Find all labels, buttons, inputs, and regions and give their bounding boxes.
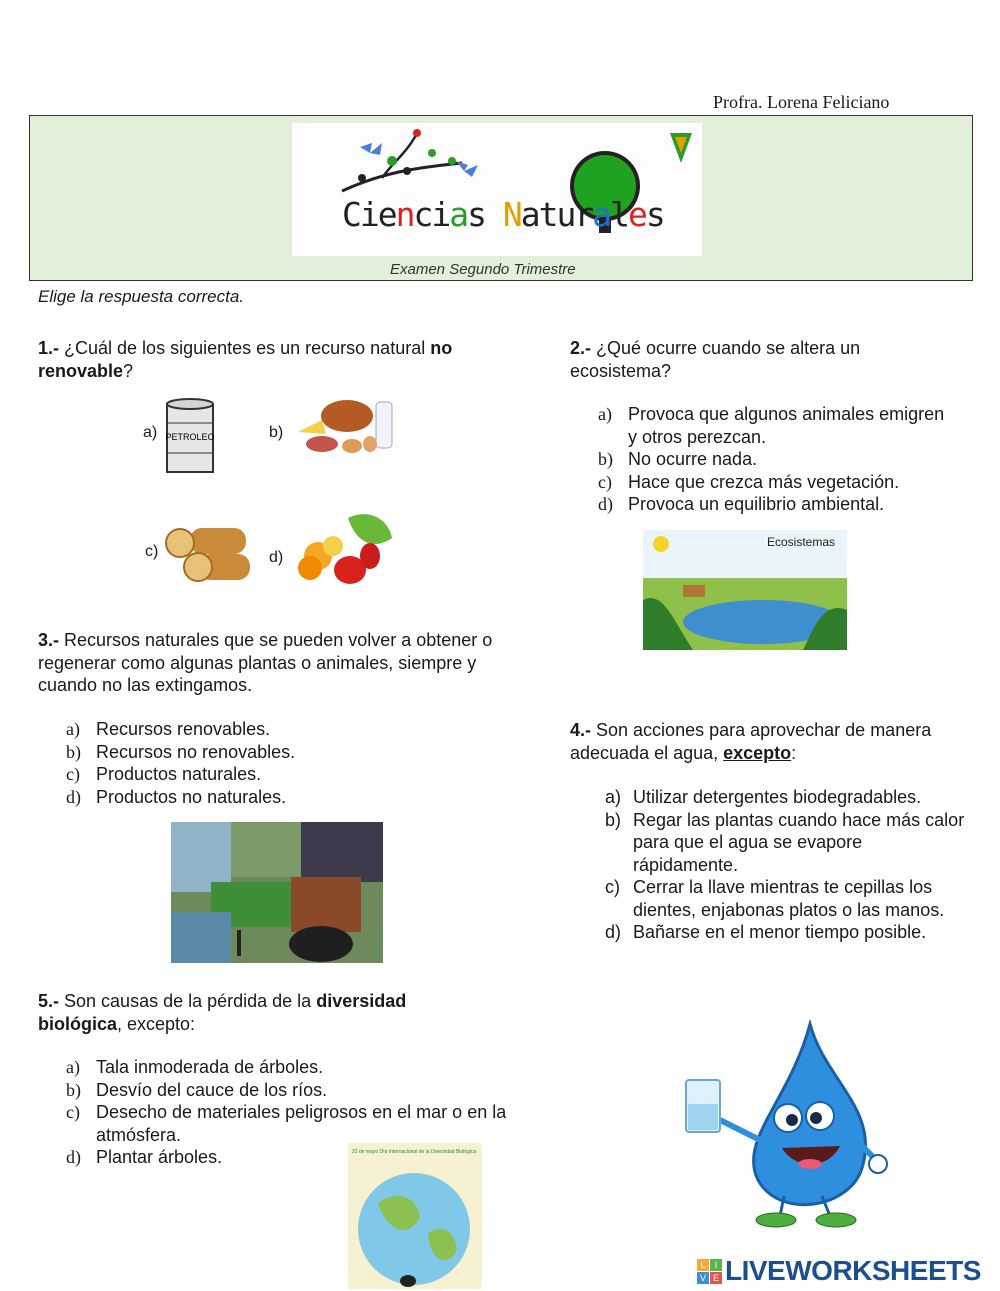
- option-label: c): [598, 471, 612, 492]
- barrel-label: PETROLEO: [165, 432, 215, 442]
- oil-barrel-image: [163, 398, 217, 478]
- q5-text-bold: diversidad biológica: [38, 991, 407, 1034]
- option-text: Plantar árboles.: [96, 1147, 223, 1167]
- q5-option-a[interactable]: [66, 1056, 528, 1079]
- option-text: Desvío del cauce de los ríos.: [96, 1079, 328, 1100]
- q2-option-a[interactable]: [598, 403, 948, 448]
- option-text: Desecho de materiales peligrosos en el mar o en la atmósfera.: [96, 1102, 507, 1145]
- q1-text: ¿Cuál de los siguientes es un recurso natural: [59, 338, 431, 358]
- branch-birds-illustration: [292, 123, 702, 256]
- option-text: Provoca un equilibrio ambiental.: [628, 494, 885, 514]
- option-text: Recursos renovables.: [96, 719, 271, 739]
- q1-option-b-label[interactable]: b): [269, 424, 284, 441]
- q3-text: Recursos naturales que se pueden volver a obtener o regenerar como algunas plantas o animales, siempre y cuando no las extingamos.: [38, 630, 493, 695]
- ecosystem-caption: Ecosistemas: [767, 535, 836, 549]
- question-2: [570, 337, 960, 382]
- q2-options: [598, 403, 948, 516]
- q2-number: 2.-: [570, 338, 592, 358]
- option-text: Recursos no renovables.: [96, 741, 296, 762]
- q4-text-bold: excepto: [723, 742, 792, 763]
- option-text: No ocurre nada.: [628, 449, 758, 469]
- option-text: Tala inmoderada de árboles.: [96, 1057, 324, 1077]
- option-label: a): [605, 787, 622, 807]
- option-label: b): [598, 449, 613, 469]
- biodiversity-caption: 22 de mayo Día Internacional de la Diversidad Biológica: [352, 1149, 477, 1155]
- option-label: d): [605, 922, 622, 942]
- teacher-name: Profra. Lorena Feliciano: [713, 92, 890, 112]
- question-1: [38, 337, 508, 382]
- option-label: d): [66, 786, 81, 807]
- option-text: Regar las plantas cuando hace más calor para que el agua se evapore rápidamente.: [633, 809, 965, 875]
- option-text: Productos no naturales.: [96, 786, 287, 807]
- q5-text: Son causas de la pérdida de la: [59, 991, 317, 1011]
- brand-text: LIVEWORKSHEETS: [725, 1255, 981, 1286]
- q4-option-b[interactable]: [605, 809, 970, 877]
- logo-title: Ciencias Naturales: [342, 195, 664, 234]
- q4-options: [605, 786, 970, 944]
- option-label: b): [66, 741, 81, 762]
- q4-option-a[interactable]: [605, 786, 970, 809]
- option-label: a): [598, 404, 612, 424]
- fruits-vegetables-image: [288, 508, 396, 588]
- question-3: [38, 629, 528, 697]
- q5-number: 5.-: [38, 991, 60, 1011]
- biodiversity-globe-image: [348, 1143, 482, 1289]
- q3-option-c[interactable]: [66, 763, 466, 786]
- q3-option-b[interactable]: [66, 741, 466, 764]
- animal-food-image: [292, 394, 397, 460]
- option-text: Cerrar la llave mientras te cepillas los dientes, enjabonas platos o las manos.: [633, 877, 945, 920]
- option-text: Utilizar detergentes biodegradables.: [633, 787, 922, 807]
- q2-option-b[interactable]: [598, 448, 948, 471]
- wood-logs-image: [160, 525, 252, 583]
- instruction-text: Elige la respuesta correcta.: [38, 287, 244, 306]
- q1-option-d-label[interactable]: d): [269, 549, 284, 566]
- option-label: c): [66, 764, 80, 784]
- q4-option-c[interactable]: [605, 876, 970, 921]
- question-4: [570, 719, 970, 764]
- option-label: a): [66, 719, 80, 739]
- ecosystem-image: [643, 530, 847, 650]
- q1-text-end: ?: [123, 360, 134, 381]
- q3-options: [66, 718, 466, 808]
- q2-option-c[interactable]: [598, 471, 948, 494]
- option-label: b): [605, 809, 622, 830]
- q4-text: Son acciones para aprovechar de manera adecuada el agua,: [570, 720, 932, 763]
- q4-option-d[interactable]: [605, 921, 970, 944]
- q5-option-b[interactable]: [66, 1079, 528, 1102]
- q3-option-d[interactable]: [66, 786, 466, 809]
- q2-text: ¿Qué ocurre cuando se altera un ecosistema?: [570, 338, 861, 381]
- question-5: [38, 990, 488, 1035]
- q4-text-end: :: [791, 742, 797, 763]
- option-label: c): [605, 877, 620, 897]
- brand-mark-icon: L I V E: [697, 1259, 722, 1284]
- liveworksheets-logo[interactable]: [697, 1256, 981, 1286]
- q1-option-c-label[interactable]: c): [145, 543, 159, 560]
- exam-subtitle: Examen Segundo Trimestre: [390, 261, 576, 278]
- option-text: Bañarse en el menor tiempo posible.: [633, 922, 927, 942]
- natural-resources-collage: [171, 822, 383, 963]
- option-label: a): [66, 1057, 80, 1077]
- water-drop-mascot: [680, 1020, 890, 1230]
- q1-option-a-label[interactable]: a): [143, 424, 158, 441]
- q1-number: 1.-: [38, 338, 60, 358]
- option-label: d): [66, 1147, 81, 1167]
- q2-option-d[interactable]: [598, 493, 948, 516]
- option-text: Productos naturales.: [96, 764, 262, 784]
- option-text: Hace que crezca más vegetación.: [628, 471, 900, 492]
- q5-text-end: , excepto:: [117, 1013, 196, 1034]
- option-text: Provoca que algunos animales emigren y otros perezcan.: [628, 404, 945, 447]
- q1-text-bold: no renovable: [38, 338, 453, 381]
- q3-option-a[interactable]: [66, 718, 466, 741]
- subject-logo: [292, 123, 702, 256]
- q4-number: 4.-: [570, 720, 592, 740]
- option-label: d): [598, 494, 613, 514]
- q3-number: 3.-: [38, 630, 60, 650]
- option-label: b): [66, 1079, 81, 1100]
- option-label: c): [66, 1102, 80, 1122]
- q5-option-c[interactable]: [66, 1101, 528, 1146]
